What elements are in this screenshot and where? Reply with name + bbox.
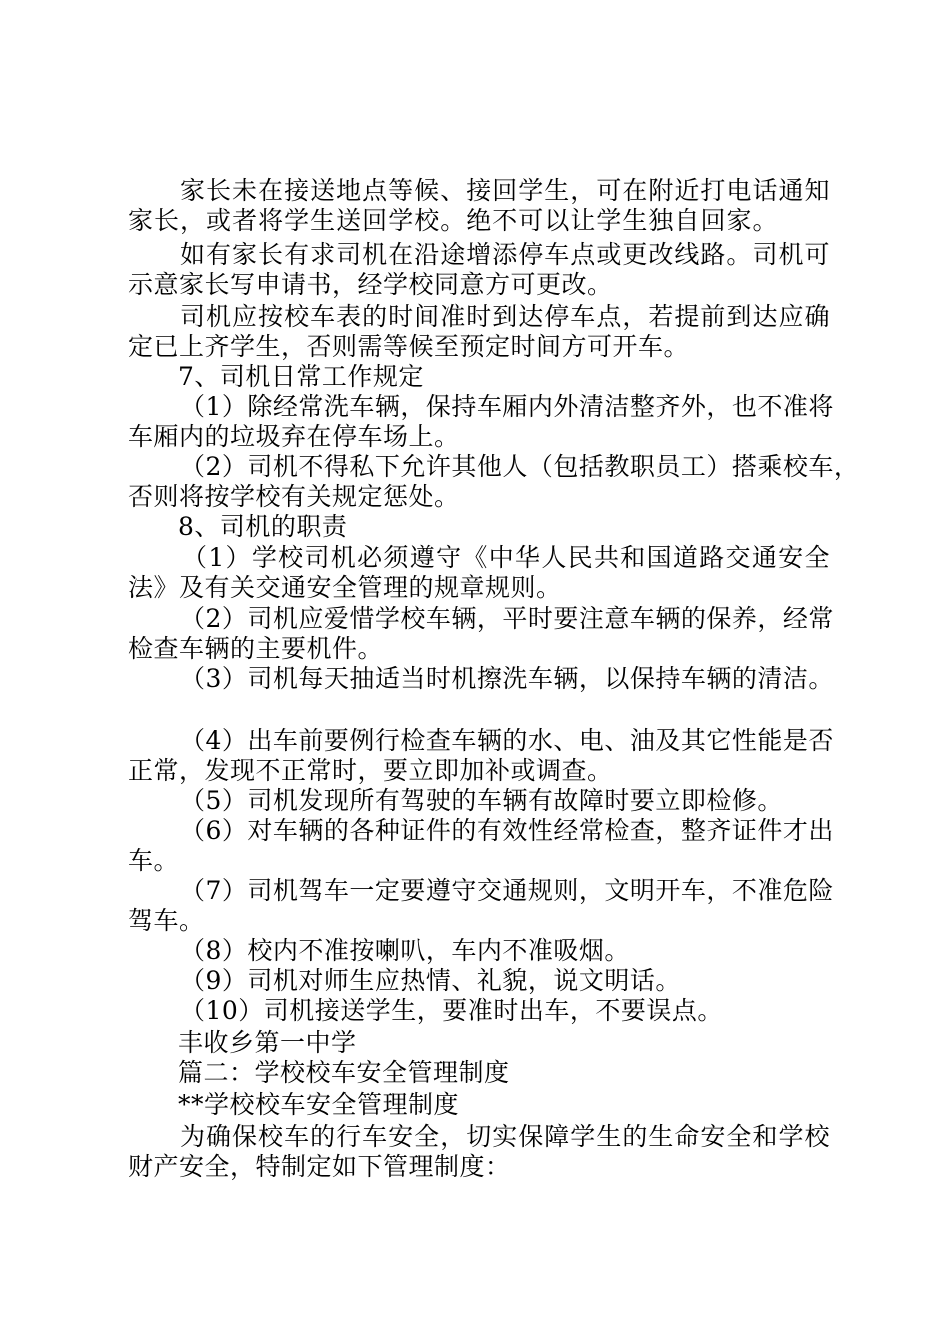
paragraph-line: （1）学校司机必须遵守《中华人民共和国道路交通安全 <box>182 543 830 572</box>
paragraph-line: 否则将按学校有关规定惩处。 <box>128 482 460 511</box>
section-heading: 7、司机日常工作规定 <box>178 362 424 391</box>
paragraph-line: （9）司机对师生应热情、礼貌，说文明话。 <box>180 966 681 995</box>
paragraph-line: （7）司机驾车一定要遵守交通规则，文明开车，不准危险 <box>180 876 834 905</box>
school-name: 丰收乡第一中学 <box>178 1028 357 1057</box>
paragraph-line: （4）出车前要例行检查车辆的水、电、油及其它性能是否 <box>180 726 834 755</box>
paragraph-line: 法》及有关交通安全管理的规章规则。 <box>128 573 562 602</box>
paragraph-line: （2）司机不得私下允许其他人（包括教职员工）搭乘校车， <box>180 452 860 481</box>
paragraph-line: （1）除经常洗车辆，保持车厢内外清洁整齐外，也不准将 <box>180 392 834 421</box>
paragraph-line: 驾车。 <box>128 906 205 935</box>
chapter-title: 篇二：学校校车安全管理制度 <box>178 1058 510 1087</box>
paragraph-line: 定已上齐学生，否则需等候至预定时间方可开车。 <box>128 332 690 361</box>
paragraph-line: 为确保校车的行车安全，切实保障学生的生命安全和学校 <box>180 1122 830 1151</box>
paragraph-line: 车厢内的垃圾弃在停车场上。 <box>128 422 460 451</box>
section-heading: 8、司机的职责 <box>178 512 348 541</box>
paragraph-line: 家长，或者将学生送回学校。绝不可以让学生独自回家。 <box>128 206 778 235</box>
paragraph-line: 正常，发现不正常时，要立即加补或调查。 <box>128 756 613 785</box>
paragraph-line: 车。 <box>128 846 180 875</box>
paragraph-line: 示意家长写申请书，经学校同意方可更改。 <box>128 270 613 299</box>
paragraph-line: （8）校内不准按喇叭，车内不准吸烟。 <box>180 936 630 965</box>
document-title: **学校校车安全管理制度 <box>178 1090 460 1119</box>
paragraph-line: （5）司机发现所有驾驶的车辆有故障时要立即检修。 <box>180 786 783 815</box>
paragraph-line: （6）对车辆的各种证件的有效性经常检查，整齐证件才出 <box>180 816 834 845</box>
paragraph-line: （3）司机每天抽适当时机擦洗车辆，以保持车辆的清洁。 <box>180 664 834 693</box>
paragraph-line: （10）司机接送学生，要准时出车，不要误点。 <box>180 996 723 1025</box>
paragraph-line: 司机应按校车表的时间准时到达停车点，若提前到达应确 <box>180 302 830 331</box>
paragraph-line: 财产安全，特制定如下管理制度： <box>128 1152 511 1181</box>
paragraph-line: 检查车辆的主要机件。 <box>128 634 384 663</box>
paragraph-line: （2）司机应爱惜学校车辆，平时要注意车辆的保养，经常 <box>180 604 834 633</box>
paragraph-line: 家长未在接送地点等候、接回学生，可在附近打电话通知 <box>180 176 830 205</box>
paragraph-line: 如有家长有求司机在沿途增添停车点或更改线路。司机可 <box>180 240 830 269</box>
